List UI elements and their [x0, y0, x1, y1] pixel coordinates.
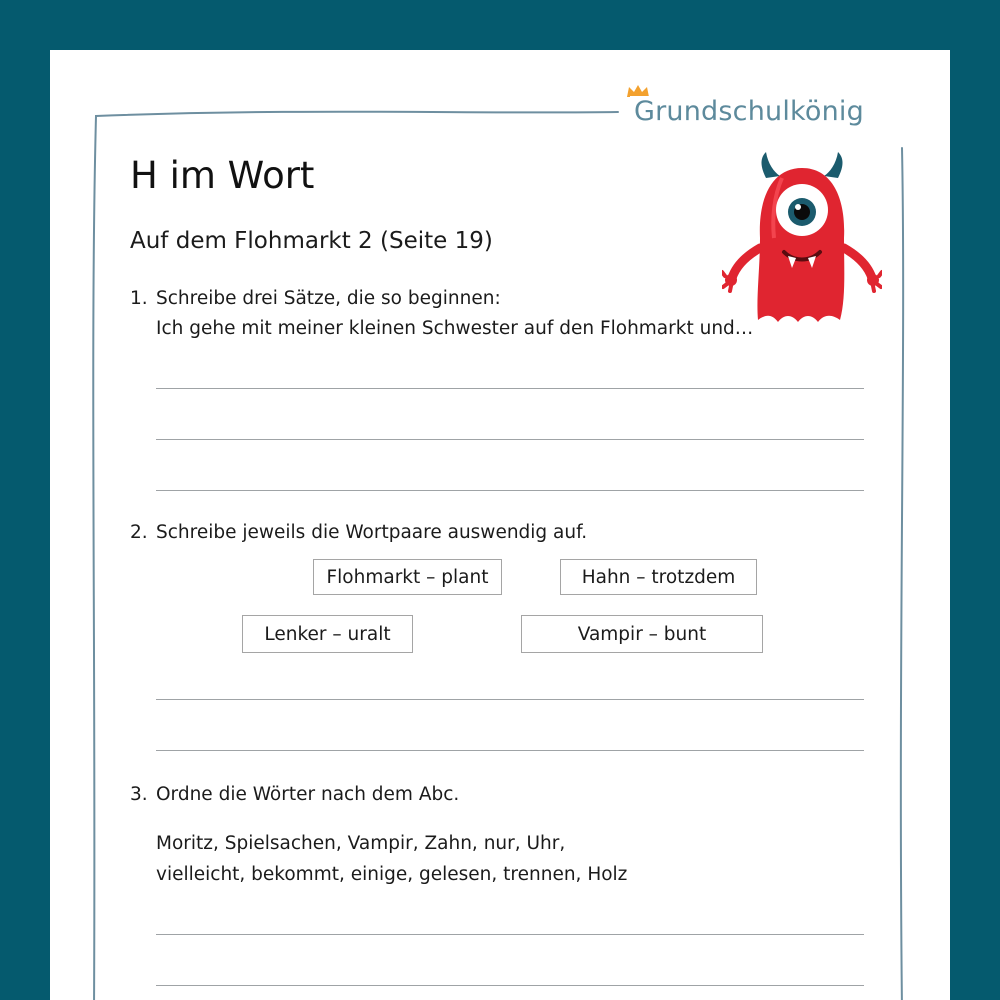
- word-list: [156, 828, 627, 890]
- page-title: H im Wort: [130, 154, 315, 197]
- word-list-line: vielleicht, bekommt, einige, gelesen, trennen, Holz: [156, 864, 628, 885]
- writing-line: [156, 699, 864, 700]
- word-pair-box: Vampir – bunt: [521, 615, 763, 653]
- task-number: 1.: [130, 288, 148, 309]
- page-subtitle: Auf dem Flohmarkt 2 (Seite 19): [130, 228, 493, 254]
- writing-line: [156, 388, 864, 389]
- writing-line: [156, 750, 864, 751]
- task-instruction: Schreibe drei Sätze, die so beginnen:: [156, 288, 501, 309]
- writing-line: [156, 490, 864, 491]
- brand-logo: Grundschulkönig: [630, 96, 868, 127]
- task-3: [130, 780, 459, 810]
- word-pair-box: Flohmarkt – plant: [313, 559, 502, 595]
- writing-line: [156, 439, 864, 440]
- word-pair-box: Lenker – uralt: [242, 615, 413, 653]
- word-list-line: Moritz, Spielsachen, Vampir, Zahn, nur, Uhr,: [156, 833, 566, 854]
- writing-line: [156, 985, 864, 986]
- task-instruction: Ordne die Wörter nach dem Abc.: [156, 784, 460, 805]
- task-1: [130, 284, 753, 344]
- task-number: 3.: [130, 784, 148, 805]
- word-pair-box: Hahn – trotzdem: [560, 559, 757, 595]
- task-number: 2.: [130, 522, 148, 543]
- task-instruction: Schreibe jeweils die Wortpaare auswendig auf.: [156, 522, 588, 543]
- task-prompt: Ich gehe mit meiner kleinen Schwester auf den Flohmarkt und…: [156, 318, 754, 339]
- worksheet-page: [50, 50, 950, 1000]
- writing-line: [156, 934, 864, 935]
- task-2: [130, 518, 587, 548]
